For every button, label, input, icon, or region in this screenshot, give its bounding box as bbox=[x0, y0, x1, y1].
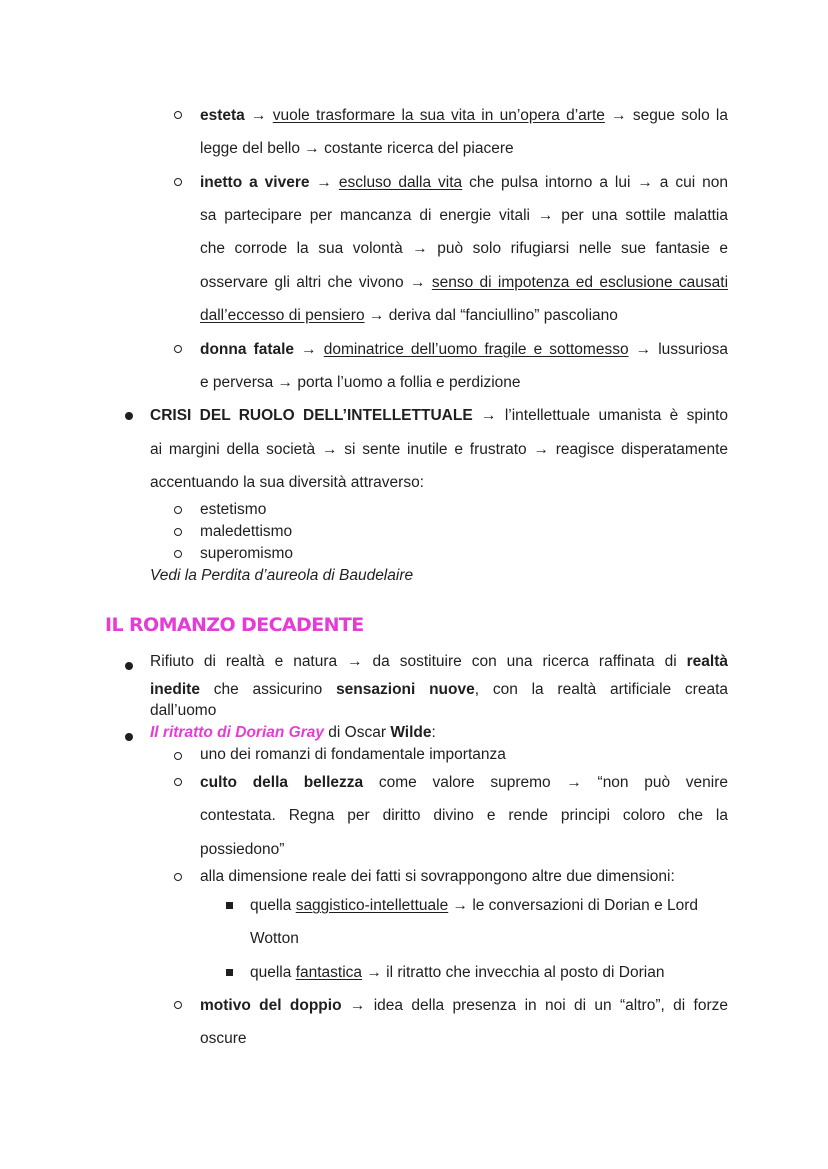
doppio-line-2: oscure bbox=[200, 1030, 247, 1047]
circle-bullet-icon bbox=[174, 774, 182, 789]
disc-bullet-icon bbox=[125, 408, 133, 423]
esteta-term: esteta bbox=[200, 107, 245, 124]
rifiuto-line-1: Rifiuto di realtà e natura → da sostituire con una ricerca raffinata di realtà bbox=[150, 653, 728, 670]
inetto-line-5: dall’eccesso di pensiero → deriva dal “fanciullino” pascoliano bbox=[200, 307, 618, 324]
disc-bullet-icon bbox=[125, 658, 133, 673]
circle-bullet-icon bbox=[174, 869, 182, 884]
section-heading: IL ROMANZO DECADENTE bbox=[105, 614, 364, 636]
circle-bullet-icon bbox=[174, 997, 182, 1012]
inetto-term: inetto a vivere bbox=[200, 174, 310, 191]
circle-bullet-icon bbox=[174, 502, 182, 517]
crisi-item: superomismo bbox=[200, 545, 294, 562]
donna-line-1: donna fatale → dominatrice dell’uomo fragile e sottomesso → lussuriosa bbox=[200, 341, 728, 358]
rifiuto-line-2: inedite che assicurino sensazioni nuove, con la realtà artificiale creata bbox=[150, 681, 728, 698]
circle-bullet-icon bbox=[174, 546, 182, 561]
crisi-term: CRISI DEL RUOLO DELL’INTELLETTUALE bbox=[150, 407, 473, 424]
disc-bullet-icon bbox=[125, 729, 133, 744]
dorian-item-1: uno dei romanzi di fondamentale importanza bbox=[200, 746, 506, 763]
inetto-line-2: sa partecipare per mancanza di energie vitali → per una sottile malattia bbox=[200, 207, 728, 224]
dorian-title: Il ritratto di Dorian Gray bbox=[150, 724, 324, 741]
circle-bullet-icon bbox=[174, 748, 182, 763]
crisi-line-2: ai margini della società → si sente inutile e frustrato → reagisce disperatamente bbox=[150, 441, 728, 458]
dimensioni-line: alla dimensione reale dei fatti si sovrappongono altre due dimensioni: bbox=[200, 868, 675, 885]
culto-line-2: contestata. Regna per diritto divino e rende principi coloro che la bbox=[200, 807, 728, 824]
esteta-underlined: vuole trasformare la sua vita in un’opera d’arte bbox=[272, 107, 605, 124]
doppio-line-1: motivo del doppio → idea della presenza in noi di un “altro”, di forze bbox=[200, 997, 729, 1014]
crisi-line-3: accentuando la sua diversità attraverso: bbox=[150, 474, 424, 491]
crisi-item: estetismo bbox=[200, 501, 267, 518]
inetto-line-4: osservare gli altri che vivono → senso di impotenza ed esclusione causati bbox=[200, 274, 729, 291]
inetto-line-1: inetto a vivere → escluso dalla vita che pulsa intorno a lui → a cui non bbox=[200, 174, 728, 191]
circle-bullet-icon bbox=[174, 524, 182, 539]
esteta-line-1: esteta → vuole trasformare la sua vita in un’opera d’arte → segue solo la bbox=[200, 107, 728, 124]
sub1-line-2: Wotton bbox=[250, 930, 299, 947]
crisi-item: maledettismo bbox=[200, 523, 293, 540]
circle-bullet-icon bbox=[174, 341, 182, 356]
circle-bullet-icon bbox=[174, 107, 182, 122]
esteta-line-2: legge del bello → costante ricerca del piacere bbox=[200, 140, 514, 157]
crisi-note: Vedi la Perdita d’aureola di Baudelaire bbox=[150, 567, 414, 584]
sub1-line-1: quella saggistico-intellettuale → le conversazioni di Dorian e Lord bbox=[250, 897, 699, 914]
culto-line-3: possiedono” bbox=[200, 841, 285, 858]
culto-term: culto della bellezza bbox=[200, 774, 364, 791]
culto-line-1: culto della bellezza come valore supremo → “non può venire bbox=[200, 774, 729, 791]
rifiuto-line-3: dall’uomo bbox=[150, 702, 217, 719]
donna-term: donna fatale bbox=[200, 341, 295, 358]
dorian-title-line: Il ritratto di Dorian Gray di Oscar Wilde: bbox=[150, 724, 436, 741]
square-bullet-icon bbox=[226, 964, 233, 979]
sub2-line: quella fantastica → il ritratto che invecchia al posto di Dorian bbox=[250, 964, 665, 981]
doppio-term: motivo del doppio bbox=[200, 997, 342, 1014]
circle-bullet-icon bbox=[174, 174, 182, 189]
inetto-line-3: che corrode la sua volontà → può solo rifugiarsi nelle sue fantasie e bbox=[200, 240, 728, 257]
donna-line-2: e perversa → porta l’uomo a follia e perdizione bbox=[200, 374, 521, 391]
square-bullet-icon bbox=[226, 897, 233, 912]
crisi-line-1: CRISI DEL RUOLO DELL’INTELLETTUALE → l’intellettuale umanista è spinto bbox=[150, 407, 728, 424]
